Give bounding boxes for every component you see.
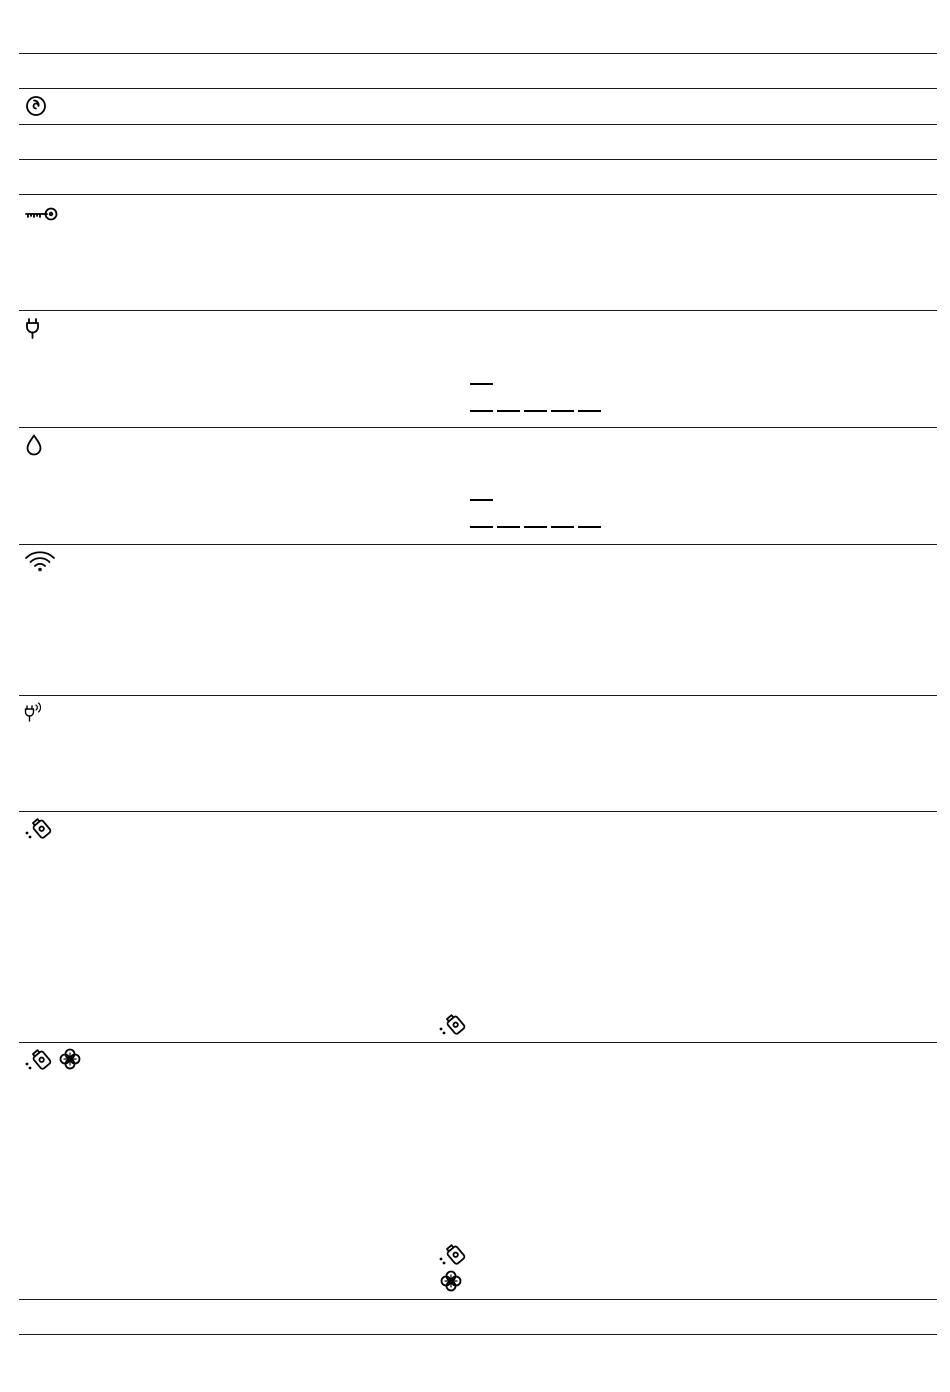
row-divider (19, 124, 937, 125)
five-dash-field (524, 410, 547, 412)
wifi-icon (24, 550, 56, 572)
row-divider (19, 53, 937, 54)
row-divider (19, 88, 937, 89)
detergent-bottle-icon (438, 1242, 468, 1266)
five-dash-field (497, 410, 520, 412)
five-dash-field (470, 526, 493, 528)
five-dash-field (578, 410, 601, 412)
row-divider (19, 1334, 937, 1335)
row-divider (19, 159, 937, 160)
plug-icon (25, 318, 41, 340)
five-dash-field (551, 526, 574, 528)
single-dash-field (470, 499, 493, 501)
row-divider (19, 427, 937, 428)
row-divider (19, 544, 937, 545)
detergent-bottle-icon (438, 1012, 468, 1036)
five-dash-field (470, 410, 493, 412)
five-dash-field (497, 526, 520, 528)
row-divider (19, 1299, 937, 1300)
flower-icon (59, 1048, 81, 1070)
row-divider (19, 1042, 937, 1043)
single-dash-field (470, 383, 493, 385)
five-dash-field (524, 526, 547, 528)
water-drop-icon (25, 434, 43, 456)
row-divider (19, 194, 937, 195)
row-divider (19, 695, 937, 696)
detergent-bottle-icon (24, 816, 54, 840)
spiral-icon (25, 95, 47, 117)
detergent-bottle-icon (24, 1047, 54, 1071)
key-icon (25, 206, 59, 224)
row-divider (19, 310, 937, 311)
remote-plug-icon (24, 701, 44, 723)
flower-icon (440, 1270, 462, 1292)
row-divider (19, 811, 937, 812)
five-dash-field (578, 526, 601, 528)
five-dash-field (551, 410, 574, 412)
